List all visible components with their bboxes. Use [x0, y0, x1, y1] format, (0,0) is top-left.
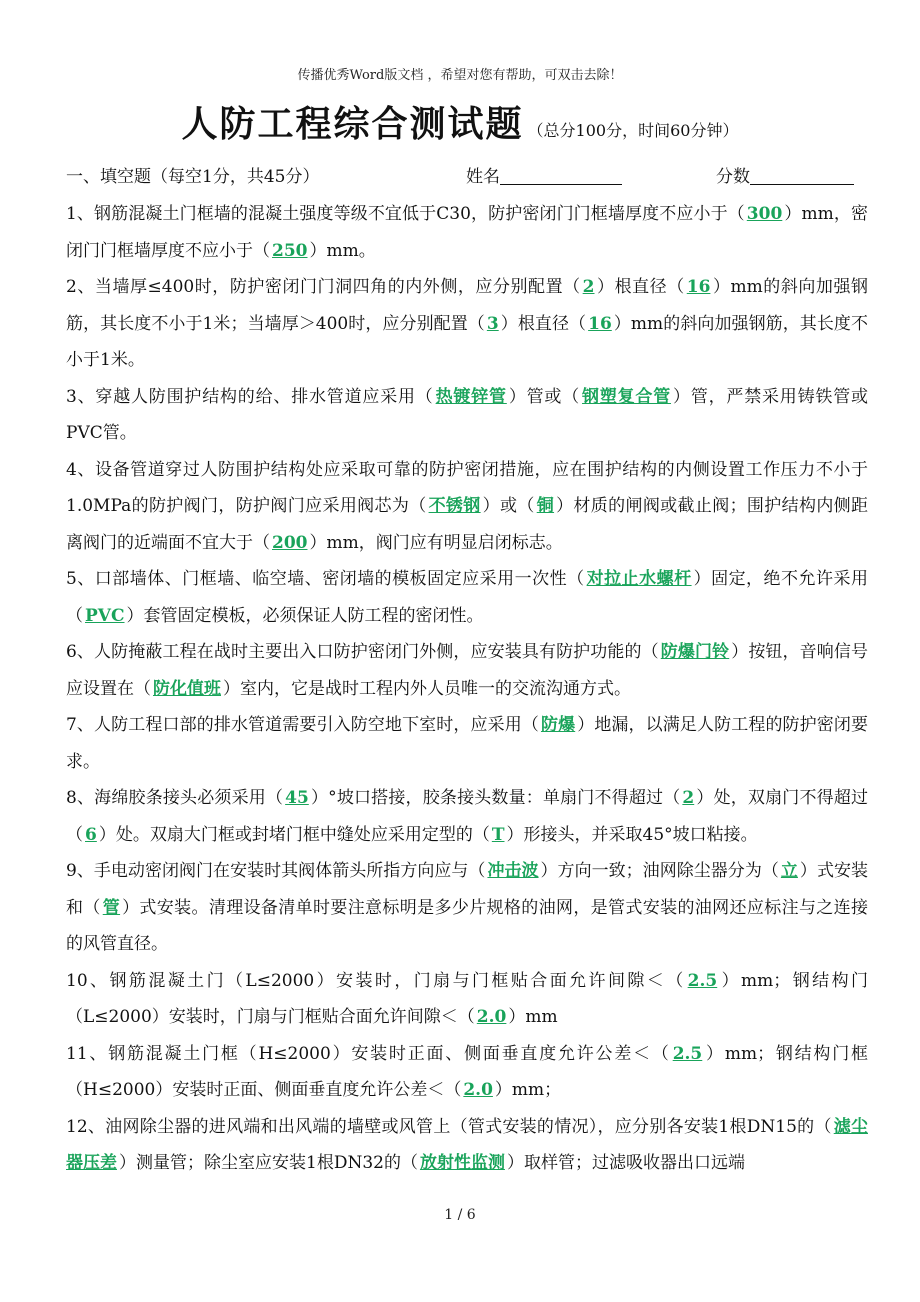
- question-text: ）mm，密闭门门框墙厚度不应小于（: [66, 204, 868, 261]
- question-text: ）根直径（: [596, 277, 685, 297]
- question-4: [66, 452, 868, 562]
- answer: 防爆门铃: [660, 642, 730, 662]
- question-text: ）方向一致；油网除尘器分为（: [540, 861, 779, 881]
- answer: 2.0: [476, 1007, 507, 1027]
- question-text: ）套管固定模板，必须保证人防工程的密闭性。: [126, 605, 484, 626]
- score-field: [716, 162, 854, 187]
- question-text: 6、人防掩蔽工程在战时主要出入口防护密闭门外侧，应安装具有防护功能的（: [66, 642, 659, 662]
- answer: 2.5: [672, 1043, 703, 1064]
- question-9: [66, 853, 868, 963]
- question-text: ）管，严禁采用铸铁管或PVC管。: [66, 386, 869, 443]
- question-text: 8、海绵胶条接头必须采用（: [66, 788, 284, 808]
- question-text: ）或（: [482, 496, 535, 516]
- question-text: 2、当墙厚≤400时，防护密闭门门洞四角的内外侧，应分别配置（: [66, 277, 581, 297]
- question-text: 1、钢筋混凝土门框墙的混凝土强度等级不宜低于C30，防护密闭门门框墙厚度不应小于（: [66, 204, 745, 224]
- answer: 管: [102, 897, 121, 918]
- answer: 250: [272, 240, 308, 261]
- name-field: [466, 162, 622, 187]
- question-text: ）mm。: [309, 240, 376, 261]
- section-heading: 一、填空题（每空1分，共45分）: [66, 167, 320, 187]
- question-text: ）°坡口搭接，胶条接头数量：单扇门不得超过（: [310, 788, 681, 808]
- answer: 钢塑复合管: [582, 386, 672, 407]
- question-5: [66, 561, 868, 634]
- question-7: [66, 707, 868, 780]
- score-label: 分数: [716, 167, 750, 187]
- question-text: 10、钢筋混凝土门（L≤2000）安装时，门扇与门框贴合面允许间隙＜（: [66, 970, 686, 991]
- title-block: [0, 96, 920, 147]
- question-text: ）mm的斜向加强钢筋，其长度不小于1米。: [66, 313, 869, 370]
- answer: 对拉止水螺杆: [586, 569, 692, 589]
- question-12: [66, 1109, 868, 1182]
- question-text: ）处，双扇门不得超过（: [66, 788, 868, 845]
- question-text: 5、口部墙体、门框墙、临空墙、密闭墙的模板固定应采用一次性（: [66, 569, 585, 589]
- answer: 16: [686, 277, 711, 297]
- question-8: [66, 780, 868, 853]
- question-1: [66, 196, 868, 269]
- question-3: [66, 379, 868, 452]
- answer: 45: [285, 788, 309, 808]
- question-text: ）mm，阀门应有明显启闭标志。: [309, 532, 563, 553]
- question-text: ）mm；钢结构门框（H≤2000）安装时正面、侧面垂直度允许公差＜（: [66, 1043, 868, 1100]
- name-label: 姓名: [466, 167, 500, 187]
- answer: 2: [582, 277, 595, 297]
- answer: 2.0: [463, 1080, 493, 1100]
- name-blank: [500, 166, 622, 185]
- answer: 6: [85, 824, 97, 845]
- question-10: [66, 963, 868, 1036]
- question-text: ）根直径（: [500, 313, 587, 334]
- answer: 滤尘器压差: [66, 1116, 868, 1173]
- answer: 冲击波: [487, 861, 539, 881]
- answer: 16: [588, 313, 612, 334]
- answer: T: [491, 824, 505, 845]
- header-notice: 传播优秀Word版文档 ，希望对您有帮助，可双击去除！: [297, 68, 623, 83]
- answer: 3: [486, 313, 499, 334]
- question-text: ）材质的闸阀或截止阀；围护结构内侧距离阀门的近端面不宜大于（: [66, 496, 869, 553]
- question-11: [66, 1036, 868, 1109]
- question-text: ）固定，绝不允许采用（: [66, 569, 869, 626]
- answer: 200: [272, 532, 308, 553]
- question-text: 3、穿越人防围护结构的给、排水管道应采用（: [66, 386, 434, 407]
- answer: 300: [746, 204, 783, 224]
- answer: 立: [780, 861, 798, 881]
- answer: 2: [682, 788, 695, 808]
- answer: 不锈钢: [428, 496, 481, 516]
- page-title: 人防工程综合测试题: [181, 103, 524, 145]
- question-text: ）测量管；除尘室应安装1根DN32的（: [119, 1153, 418, 1173]
- question-text: ）mm；钢结构门（L≤2000）安装时，门扇与门框贴合面允许间隙＜（: [66, 970, 868, 1027]
- score-blank: [750, 166, 854, 185]
- question-text: ）mm: [508, 1007, 558, 1027]
- question-text: ）取样管；过滤吸收器出口远端: [506, 1153, 745, 1173]
- answer: 热镀锌管: [435, 386, 507, 407]
- answer: 防爆: [540, 715, 576, 735]
- title-subtitle: （总分100分，时间60分钟）: [527, 121, 739, 140]
- section-header: [66, 158, 866, 188]
- answer: 铜: [536, 496, 555, 516]
- answer: 防化值班: [153, 678, 221, 699]
- question-text: ）式安装。清理设备清单时要注意标明是多少片规格的油网，是管式安装的油网还应标注与之连接的风管直径。: [66, 897, 869, 954]
- page-number: 1 / 6: [444, 1207, 476, 1223]
- question-text: ）按钮，音响信号应设置在（: [66, 642, 868, 699]
- question-text: ）mm的斜向加强钢筋，其长度不小于1米；当墙厚＞400时，应分别配置（: [66, 277, 868, 334]
- question-text: ）管或（: [508, 386, 581, 407]
- question-text: ）mm；: [494, 1080, 562, 1100]
- question-text: 12、油网除尘器的进风端和出风端的墙壁或风管上（管式安装的情况），应分别各安装1根DN15的（: [66, 1116, 832, 1137]
- answer: PVC: [85, 605, 125, 626]
- question-text: 9、手电动密闭阀门在安装时其阀体箭头所指方向应与（: [66, 861, 486, 881]
- answer: 放射性监测: [419, 1153, 505, 1173]
- answer: 2.5: [687, 970, 718, 991]
- question-text: ）式安装和（: [66, 861, 868, 918]
- question-list: [66, 196, 868, 1182]
- question-6: [66, 634, 868, 707]
- question-text: 4、设备管道穿过人防围护结构处应采取可靠的防护密闭措施，应在围护结构的内侧设置工作压力不小于1.0MPa的防护阀门，防护阀门应采用阀芯为（: [66, 459, 868, 516]
- question-text: 11、钢筋混凝土门框（H≤2000）安装时正面、侧面垂直度允许公差＜（: [66, 1043, 671, 1064]
- question-text: ）室内，它是战时工程内外人员唯一的交流沟通方式。: [223, 678, 631, 699]
- question-text: ）地漏，以满足人防工程的防护密闭要求。: [66, 715, 869, 772]
- question-text: ）形接头，并采取45°坡口粘接。: [506, 824, 758, 845]
- question-text: 7、人防工程口部的排水管道需要引入防空地下室时，应采用（: [66, 715, 539, 735]
- question-text: ）处。双扇大门框或封堵门框中缝处应采用定型的（: [98, 824, 490, 845]
- question-2: [66, 269, 868, 379]
